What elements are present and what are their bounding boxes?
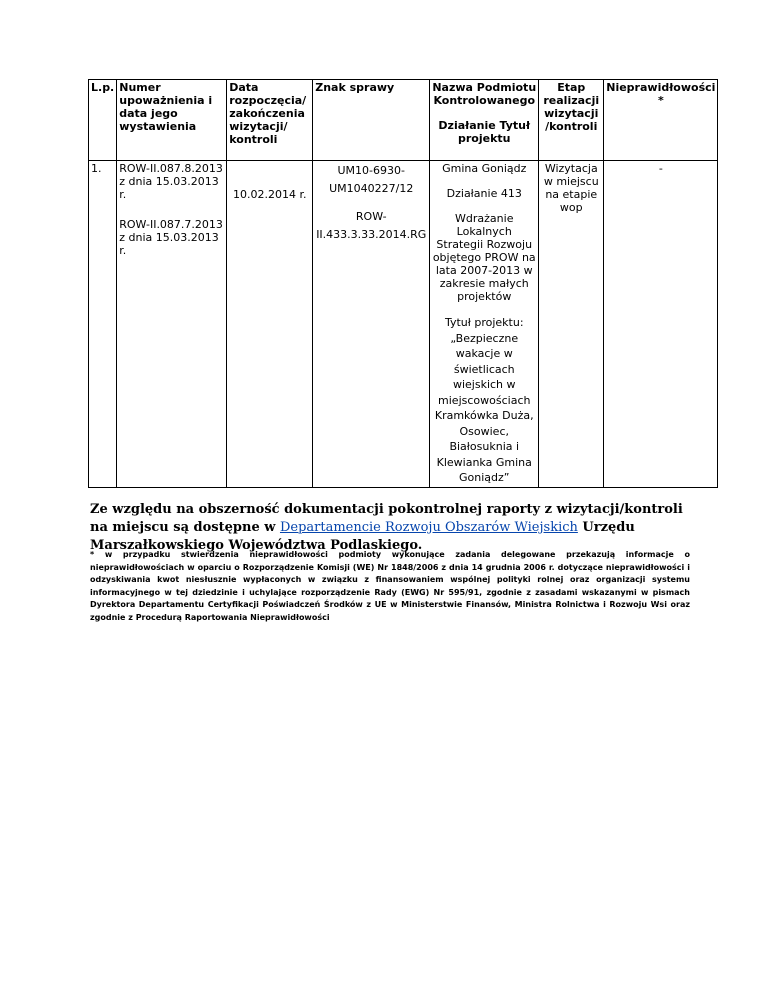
report-table	[88, 79, 718, 488]
spacer	[229, 162, 310, 188]
header-dzialanie-label: Działanie Tytuł projektu	[438, 119, 531, 145]
header-nieprawidlowosci: Nieprawidłowości *	[604, 80, 718, 161]
upowaznienie-1: ROW-II.087.8.2013 z dnia 15.03.2013 r.	[119, 162, 223, 201]
row-etap: Wizytacja w miejscu na etapie wop	[539, 161, 604, 488]
data-kontroli: 10.02.2014 r.	[233, 188, 307, 201]
znak-sprawy-2: ROW-II.433.3.33.2014.RG	[316, 210, 427, 241]
header-znak: Znak sprawy	[313, 80, 430, 161]
dzialanie-number: Działanie 413	[446, 187, 522, 200]
row-nieprawidlowosci: -	[604, 161, 718, 488]
header-etap: Etap realizacji wizytacji /kontroli	[539, 80, 604, 161]
spacer	[432, 200, 536, 212]
header-nazwa	[430, 80, 539, 161]
tytul-projektu: Tytuł projektu: „Bezpieczne wakacje w świetlicach wiejskich w miejscowościach Kramkówka Duża, Osowiec, Białosuknia i Klewianka Gmina Goniądz”	[434, 316, 534, 484]
row-znak-sprawy	[313, 161, 430, 488]
row-podmiot	[430, 161, 539, 488]
znak-sprawy-1: UM10-6930-UM1040227/12	[329, 164, 414, 195]
dzialanie-opis: Wdrażanie Lokalnych Strategii Rozwoju objętego PROW na lata 2007-2013 w zakresie małych projektów	[432, 212, 536, 303]
header-row	[89, 80, 718, 161]
summary-text-before: Ze względu na obszerność dokumentacji pokontrolnej raporty z wizytacji/kontroli na miejscu są dostępne w	[90, 502, 683, 535]
row-lp: 1.	[89, 161, 117, 488]
header-data: Data rozpoczęcia/ zakończenia wizytacji/ kontroli	[227, 80, 313, 161]
podmiot-name: Gmina Goniądz	[442, 162, 527, 175]
summary-text-after: Urzędu Marszałkowskiego Województwa Podlaskiego.	[90, 520, 635, 553]
header-nazwa-label: Nazwa Podmiotu Kontrolowanego	[432, 81, 537, 107]
spacer	[432, 303, 536, 315]
row-upowaznienia	[117, 161, 227, 488]
department-link[interactable]: Departamencie Rozwoju Obszarów Wiejskich	[279, 520, 578, 535]
footnote: * w przypadku stwierdzenia nieprawidłowości podmioty wykonujące zadania delegowane przekazują informacje o nieprawidłowościach w oparciu o Rozporządzenie Komisji (WE) Nr 1848/2006 z dnia 14 grudnia 2006 r. dotyczące nieprawidłowości i odzyskiwania kwot niesłusznie wypłaconych w związku z finansowaniem wspólnej polityki rolnej oraz organizacji systemu informacyjnego w tej dziedzinie i uchylające rozporządzenie Rady (EWG) Nr 595/91, zgodnie z zasadami wskazanymi w pismach Dyrektora Departamentu Certyfikacji Poświadczeń Środków z UE w Ministerstwie Finansów, Ministra Rolnictwa i Rozwoju Wsi oraz zgodnie z Procedurą Raportowania Nieprawidłowości	[90, 550, 690, 622]
header-numer: Numer upoważnienia i data jego wystawienia	[117, 80, 227, 161]
upowaznienie-2: ROW-II.087.7.2013 z dnia 15.03.2013 r.	[119, 218, 223, 257]
summary-paragraph	[90, 501, 690, 555]
header-lp: L.p.	[89, 80, 117, 161]
spacer	[432, 175, 536, 187]
spacer	[315, 198, 427, 208]
spacer	[119, 201, 224, 218]
table-row	[89, 161, 718, 488]
row-data	[227, 161, 313, 488]
header-gap	[432, 107, 536, 119]
